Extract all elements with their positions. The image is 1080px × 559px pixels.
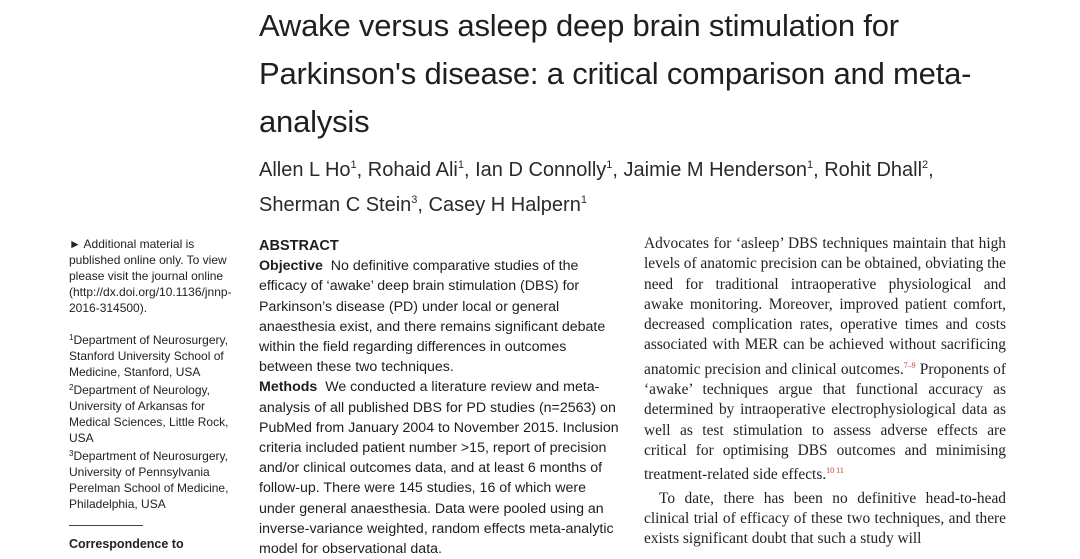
author: Casey H Halpern$^1$: [428, 194, 587, 216]
body-paragraph-2: To date, there has been no definitive head-to-head clinical trial of efficacy of these two techniques, and there exists significant doubt that such a study will: [644, 489, 1006, 548]
affiliation-1: $^1$Department of Neurosurgery, Stanford University School of Medicine, Stanford, USA: [69, 333, 228, 379]
methods-label: Methods: [259, 379, 318, 396]
supplementary-note: ► Additional material is published online only. To view please visit the journal online (http://dx.doi.org/10.1136/jnnp-2016-314500).: [69, 237, 232, 315]
body-text: [644, 234, 1006, 549]
abstract-objective: Objective No definitive comparative studies of the efficacy of ‘awake’ deep brain stimulation (DBS) for Parkinson’s disease (PD) under local or general anaesthesia exist, and there remains significant debate within the field regarding differences in outcomes between these two techniques.: [259, 258, 606, 376]
author: Rohit Dhall$^2$,: [824, 159, 934, 181]
objective-label: Objective: [259, 258, 323, 275]
citation-link[interactable]: 10 11: [826, 466, 844, 476]
affiliation-3: $^3$Department of Neurosurgery, University of Pennsylvania Perelman School of Medicine, Philadelphia, USA: [69, 449, 229, 511]
author: Jaimie M Henderson$^1$,: [623, 159, 825, 181]
sidebar: [69, 236, 244, 552]
author: Rohaid Ali$^1$,: [367, 159, 476, 181]
abstract-methods: Methods We conducted a literature review and meta-analysis of all published DBS for PD studies (n=2563) on PubMed from January 2004 to November 2015. Inclusion criteria included patient number >15, report of precision and/or clinical outcomes data, and at least 6 months of follow-up. There were 145 studies, 16 of which were under general anaesthesia. Data were pooled using an inverse-variance weighted, random effects meta-analytic model for observational data.: [259, 379, 619, 558]
author: Allen L Ho$^1$,: [259, 159, 368, 181]
abstract-heading: ABSTRACT: [259, 238, 339, 254]
author-list: [259, 150, 1059, 220]
abstract: [259, 236, 621, 559]
author: Sherman C Stein$^3$,: [259, 194, 429, 216]
divider: [69, 525, 143, 526]
article-title: Awake versus asleep deep brain stimulation for Parkinson's disease: a critical comparison and meta-analysis: [259, 8, 972, 139]
citation-link[interactable]: 7–9: [903, 360, 916, 370]
affiliation-2: $^2$Department of Neurology, University of Arkansas for Medical Sciences, Little Rock, USA: [69, 383, 229, 445]
correspondence-heading: Correspondence to: [69, 537, 184, 551]
body-paragraph-1: Advocates for ‘asleep’ DBS techniques maintain that high levels of anatomic precision can be obtained, obviating the need for traditional intraoperative physiological and awake monitoring. Moreover, improved patient comfort, decreased complication rates, operative times and costs associated with MER can be achieved without sacrificing anatomic precision and clinical outcomes.$^{7-9}$ Proponents of ‘awake’ techniques argue that functional accuracy as determined by intraoperative electrophysiological data as well as test stimulation to assess adverse effects are critical for optimising DBS outcomes and minimising treatment-related side effects.$^{10 11}$: [644, 235, 1006, 484]
author: Ian D Connolly$^1$,: [475, 159, 624, 181]
